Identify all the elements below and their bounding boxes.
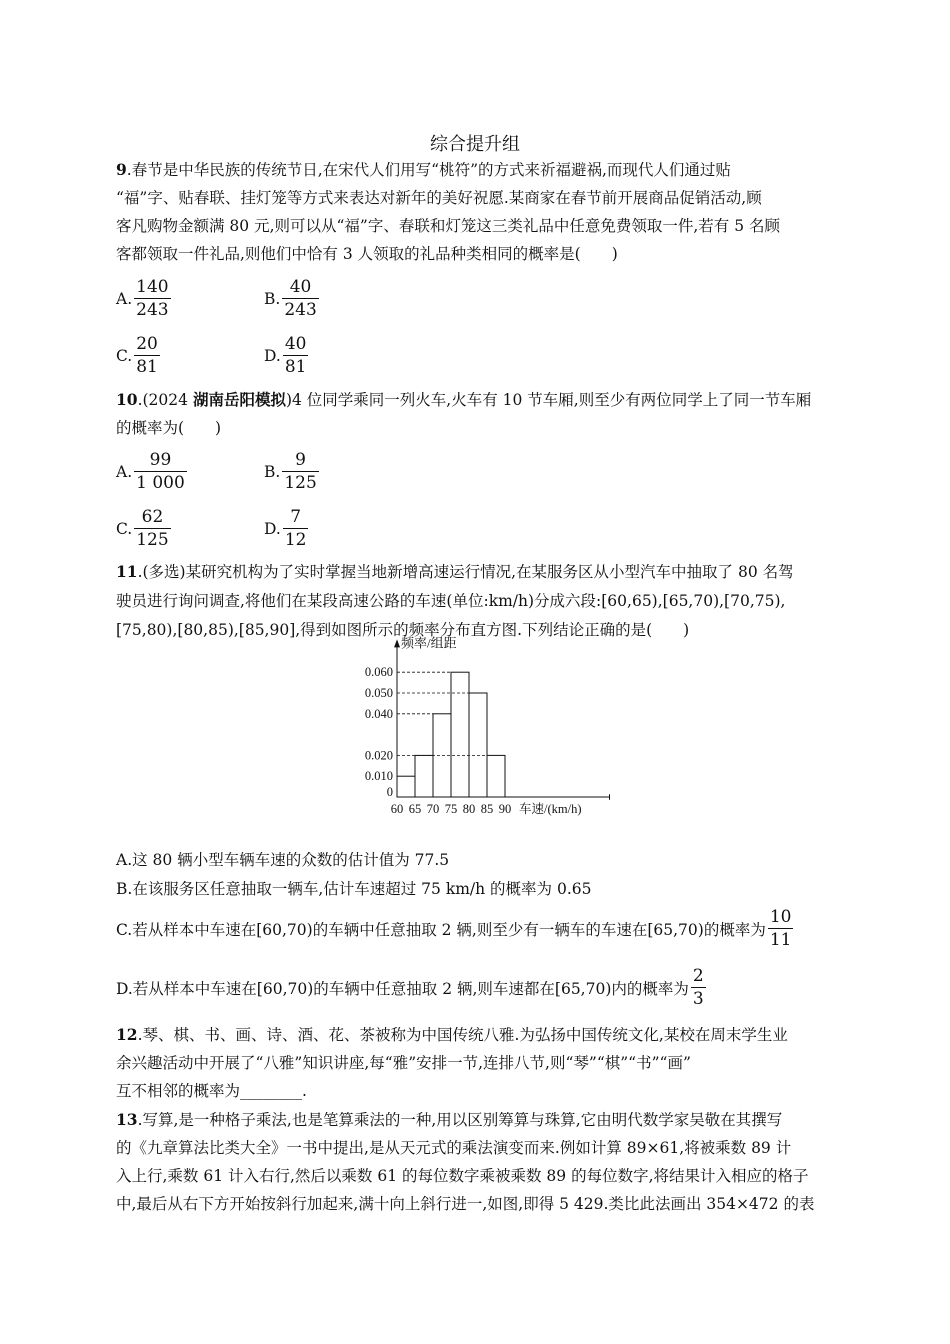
q9-option-a[interactable]: A. $\frac{140}{243}$ [116,277,169,320]
fraction: $\frac{7}{12}$ [284,507,307,550]
q13-line-3: 入上行,乘数 61 计入右行,然后以乘数 61 的每位数字乘被乘数 89 的每位数字,将结果计入相应的格子 [116,1167,809,1185]
q11-option-b[interactable]: B.在该服务区任意抽取一辆车,估计车速超过 75 km/h 的概率为 0.65 [116,880,592,898]
y-tick-label: 0.010 [364,769,393,784]
x-axis-label: 车速/(km/h) [519,802,582,816]
x-tick-label: 75 [444,802,458,816]
q11-option-d[interactable]: D.若从样本中车速在[60,70)的车辆中任意抽取 2 辆,则车速都在[65,70)内的概率为 $\frac{2}{3}$ [116,966,704,1009]
q12-line-1: 12.琴、棋、书、画、诗、酒、花、茶被称为中国传统八雅.为弘扬中国传统文化,某校在周末学生业 [116,1025,788,1044]
q11-option-c[interactable]: C.若从样本中车速在[60,70)的车辆中任意抽取 2 辆,则至少有一辆车的车速在[65,70)的概率为 $\frac{10}{11}$ [116,907,792,950]
q11-line-2: 驶员进行询问调查,将他们在某段高速公路的车速(单位:km/h)分成六段:[60,65),[65,70),[70,75), [116,592,786,610]
y-tick-label: 0.060 [364,665,393,680]
fraction: $\frac{140}{243}$ [136,277,169,320]
histogram-bar [469,693,487,797]
fraction: $\frac{20}{81}$ [136,334,158,377]
q12-line-2: 余兴趣活动中开展了“八雅”知识讲座,每“雅”安排一节,连排八节,则“琴”“棋”“书”“画” [116,1054,691,1072]
fraction: $\frac{2}{3}$ [692,966,704,1009]
fraction: $\frac{62}{125}$ [136,507,169,550]
fraction: $\frac{10}{11}$ [769,907,792,950]
q12-line-3: 互不相邻的概率为________. [116,1082,307,1100]
q10-line-2: 的概率为( ) [116,419,222,437]
q9-option-b[interactable]: B. $\frac{40}{243}$ [264,277,317,320]
q10-option-d[interactable]: D. $\frac{7}{12}$ [264,507,307,550]
histogram-bar [397,776,415,797]
x-tick-label: 85 [480,802,494,816]
fraction: $\frac{99}{1 000}$ [136,450,185,493]
q10-option-a[interactable]: A. $\frac{99}{1 000}$ [116,450,185,493]
y-tick-label: 0.040 [364,706,393,721]
x-tick-label: 65 [408,802,422,816]
histogram-bar [415,755,433,797]
section-title: 综合提升组 [430,134,520,155]
y-axis-label: 频率/组距 [401,635,457,651]
histogram-bar [451,672,469,797]
q13-line-2: 的《九章算法比类大全》一书中提出,是从天元式的乘法演变而来.例如计算 89×61,将被乘数 89 计 [116,1139,792,1157]
q11-line-1: 11.(多选)某研究机构为了实时掌握当地新增高速运行情况,在某服务区从小型汽车中抽取了 80 名驾 [116,562,794,581]
q9-line-1: 9.春节是中华民族的传统节日,在宋代人们用写“桃符”的方式来祈福避祸,而现代人们通过贴 [116,160,731,179]
x-tick-label: 90 [498,802,512,816]
fraction: $\frac{9}{125}$ [284,450,317,493]
q10-source: 湖南岳阳模拟 [192,391,286,409]
fraction: $\frac{40}{243}$ [284,277,317,320]
x-tick-label: 60 [390,802,404,816]
fraction: $\frac{40}{81}$ [284,334,307,377]
frequency-histogram [350,635,610,825]
q9-number: 9 [116,160,127,179]
x-tick-label: 70 [426,802,440,816]
q9-option-c[interactable]: C. $\frac{20}{81}$ [116,334,158,377]
x-axis-arrow [609,794,610,800]
q10-line-1: 10.(2024 湖南岳阳模拟)4 位同学乘同一列火车,火车有 10 节车厢,则至少有两位同学上了同一节车厢 [116,390,812,409]
q9-option-d[interactable]: D. $\frac{40}{81}$ [264,334,307,377]
y-axis-arrow [394,639,400,647]
y-tick-label: 0.050 [364,686,393,700]
q11-line-3: [75,80),[80,85),[85,90],得到如图所示的频率分布直方图.下列结论正确的是( ) [116,621,690,639]
x-tick-label: 80 [462,802,476,816]
y-tick-label: 0.020 [364,748,393,763]
q9-line-2: “福”字、贴春联、挂灯笼等方式来表达对新年的美好祝愿.某商家在春节前开展商品促销活动,顾 [116,189,762,207]
histogram-bar [487,755,505,797]
q9-line-4: 客都领取一件礼品,则他们中恰有 3 人领取的礼品种类相同的概率是( ) [116,245,618,263]
origin-label: 0 [386,785,393,799]
q9-line-3: 客凡购物金额满 80 元,则可以从“福”字、春联和灯笼这三类礼品中任意免费领取一件,若有 5 名顾 [116,217,780,235]
q10-option-c[interactable]: C. $\frac{62}{125}$ [116,507,169,550]
q13-line-1: 13.写算,是一种格子乘法,也是笔算乘法的一种,用以区别筹算与珠算,它由明代数学家吴敬在其撰写 [116,1110,783,1129]
q11-option-a[interactable]: A.这 80 辆小型车辆车速的众数的估计值为 77.5 [116,851,450,869]
q10-option-b[interactable]: B. $\frac{9}{125}$ [264,450,317,493]
q13-line-4: 中,最后从右下方开始按斜行加起来,满十向上斜行进一,如图,即得 5 429.类比此法画出 354×472 的表 [116,1195,815,1213]
